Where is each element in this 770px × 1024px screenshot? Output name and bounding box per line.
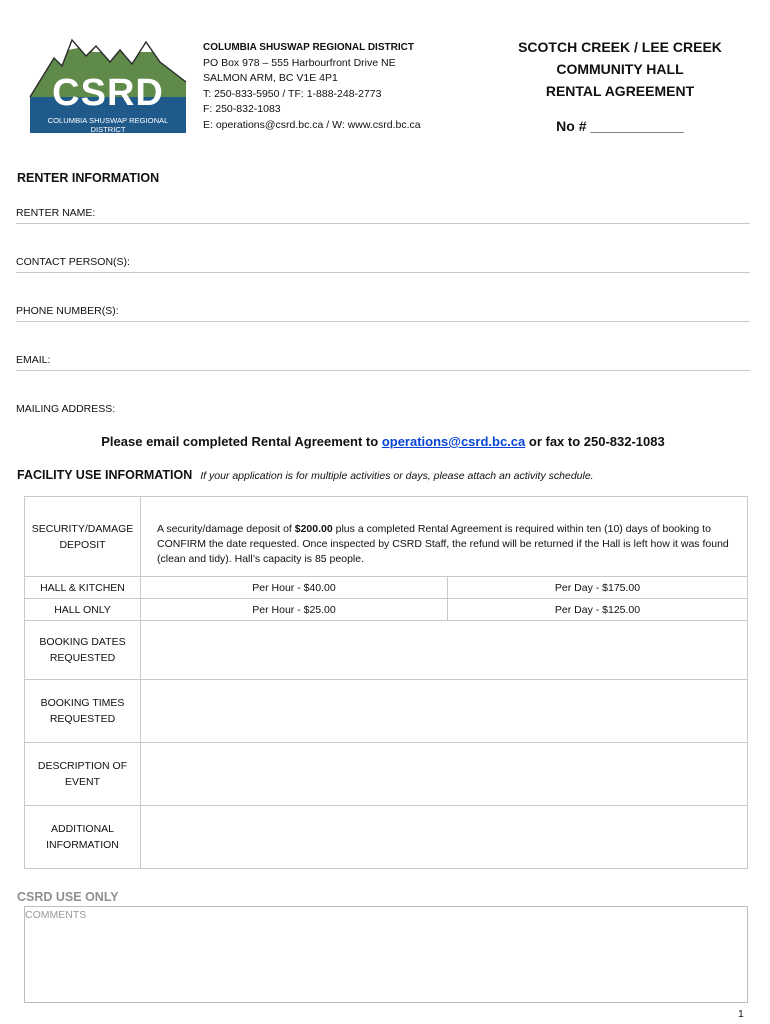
operations-email-link[interactable]: operations@csrd.bc.ca xyxy=(381,434,526,449)
org-address-block xyxy=(203,40,421,134)
rate-row-hall-only xyxy=(25,599,748,621)
csrd-logo xyxy=(28,32,188,134)
booking-dates-row xyxy=(25,621,748,680)
note-prefix: Please email completed Rental Agreement to xyxy=(101,434,382,449)
title-line1: SCOTCH CREEK / LEE CREEK xyxy=(518,39,722,55)
mailing-address-field[interactable]: MAILING ADDRESS: xyxy=(16,403,116,415)
booking-dates-label: BOOKING DATES REQUESTED xyxy=(25,621,141,680)
facility-heading-text: FACILITY USE INFORMATION xyxy=(17,468,193,482)
document-title xyxy=(500,36,740,102)
facility-italic-note: If your application is for multiple activities or days, please attach an activity schedule. xyxy=(200,470,594,482)
org-address-line2: SALMON ARM, BC V1E 4P1 xyxy=(203,72,338,85)
deposit-description xyxy=(141,497,748,577)
deposit-amount: $200.00 xyxy=(294,523,333,535)
deposit-text-pre: A security/damage deposit of xyxy=(157,523,295,535)
org-email-web: E: operations@csrd.bc.ca / W: www.csrd.bc.ca xyxy=(203,118,421,131)
phone-number-field[interactable]: PHONE NUMBER(S): xyxy=(16,305,750,322)
rate-label: HALL ONLY xyxy=(25,599,141,621)
org-address-line1: PO Box 978 – 555 Harbourfront Drive NE xyxy=(203,56,396,69)
org-fax: F: 250-832-1083 xyxy=(203,103,281,116)
renter-name-field[interactable]: RENTER NAME: xyxy=(16,207,750,224)
page-number: 1 xyxy=(738,1008,744,1020)
rate-per-hour: Per Hour - $25.00 xyxy=(141,599,448,621)
org-name: COLUMBIA SHUSWAP REGIONAL DISTRICT xyxy=(203,42,414,53)
facility-use-heading xyxy=(17,468,594,482)
additional-info-row xyxy=(25,806,748,869)
booking-dates-input[interactable] xyxy=(141,621,748,680)
comments-label: COMMENTS xyxy=(25,909,87,921)
contact-person-field[interactable]: CONTACT PERSON(S): xyxy=(16,256,750,273)
event-description-label: DESCRIPTION OF EVENT xyxy=(25,743,141,806)
csrd-use-only-heading: CSRD USE ONLY xyxy=(17,890,119,904)
document-number: No # ____________ xyxy=(556,118,684,134)
renter-info-heading: RENTER INFORMATION xyxy=(17,171,160,185)
email-field[interactable]: EMAIL: xyxy=(16,354,750,371)
additional-info-input[interactable] xyxy=(141,806,748,869)
title-line3: RENTAL AGREEMENT xyxy=(545,83,695,99)
deposit-row xyxy=(25,497,748,577)
event-description-row xyxy=(25,743,748,806)
title-line2: COMMUNITY HALL xyxy=(556,61,684,77)
note-suffix: or fax to 250-832-1083 xyxy=(525,434,665,449)
booking-times-label: BOOKING TIMES REQUESTED xyxy=(25,680,141,743)
logo-text: CSRD xyxy=(52,72,164,114)
booking-times-input[interactable] xyxy=(141,680,748,743)
rate-per-day: Per Day - $175.00 xyxy=(448,577,748,599)
rate-per-day: Per Day - $125.00 xyxy=(448,599,748,621)
deposit-label: SECURITY/DAMAGE DEPOSIT xyxy=(25,497,141,577)
comments-box[interactable] xyxy=(24,906,748,1003)
facility-table xyxy=(24,496,748,869)
org-phone: T: 250-833-5950 / TF: 1-888-248-2773 xyxy=(203,87,382,100)
rate-row-hall-kitchen xyxy=(25,577,748,599)
event-description-input[interactable] xyxy=(141,743,748,806)
logo-subtext: COLUMBIA SHUSWAP REGIONAL DISTRICT xyxy=(47,116,169,134)
additional-info-label: ADDITIONAL INFORMATION xyxy=(25,806,141,869)
booking-times-row xyxy=(25,680,748,743)
rate-label: HALL & KITCHEN xyxy=(25,577,141,599)
submission-note xyxy=(16,434,750,449)
deposit-text-post: plus a completed Rental Agreement is required within ten (10) days of booking to CONFIRM the date requested. Once inspected by CSRD Staff, the refund will be returned if the Hall is left how it was found (clean and tidy). Hall’s capacity is 85 people. xyxy=(157,523,729,565)
rate-per-hour: Per Hour - $40.00 xyxy=(141,577,448,599)
